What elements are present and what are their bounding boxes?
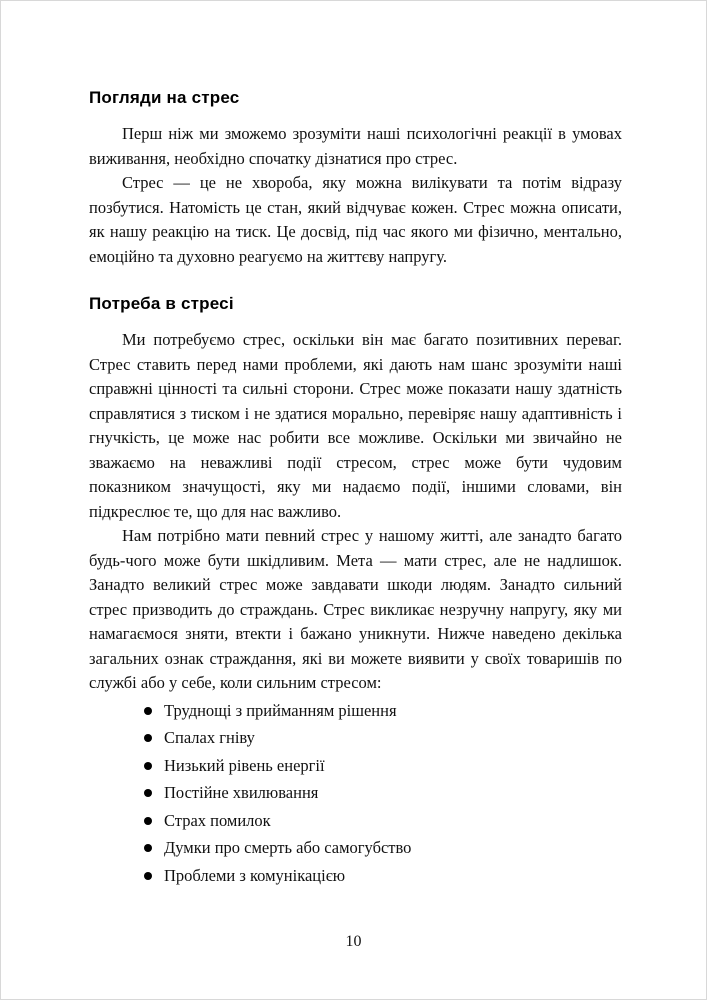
section-views-on-stress [89, 88, 622, 269]
bullet-icon [144, 762, 152, 770]
paragraph: Стрес — це не хвороба, яку можна вилікувати та потім відразу позбутися. Натомість це стан, який відчуває кожен. Стрес можна описати, як нашу реакцію на тиск. Це досвід, під час якого ми фізично, ментально, емоційно та духовно реагуємо на життєву напругу. [89, 173, 622, 266]
list-item-text: Думки про смерть або самогубство [164, 838, 412, 858]
bullet-icon [144, 734, 152, 742]
list-item [144, 699, 622, 724]
paragraph: Ми потребуємо стрес, оскільки він має багато позитивних переваг. Стрес ставить перед нами проблеми, які дають нам шанс зрозуміти наші справжні цінності та сильні сторони. Стрес може показати нашу здатність справлятися з тиском і не здатися морально, перевіряє нашу адаптивність і гнучкість, це може нас робити все можливе. Оскільки ми звичайно не зважаємо на неважливі події стресом, стрес може бути чудовим показником значущості, яку ми надаємо події, іншими словами, він підкреслює те, що для нас важливо. [89, 330, 622, 521]
list-item-text: Страх помилок [164, 810, 271, 830]
list-item [144, 809, 622, 834]
section-need-for-stress [89, 294, 622, 889]
bullet-icon [144, 817, 152, 825]
page-number: 10 [345, 933, 362, 950]
list-item-text: Низький рівень енергії [164, 755, 325, 775]
distress-signs-list [89, 699, 622, 889]
list-item [144, 754, 622, 779]
section-heading-need-for-stress: Потреба в стресі [89, 294, 234, 313]
list-item [144, 836, 622, 861]
list-item [144, 781, 622, 806]
bullet-icon [144, 844, 152, 852]
list-item [144, 864, 622, 889]
paragraph: Перш ніж ми зможемо зрозуміти наші психологічні реакції в умовах виживання, необхідно спочатку дізнатися про стрес. [89, 124, 622, 168]
bullet-icon [144, 707, 152, 715]
list-item-text: Труднощі з прийманням рішення [164, 700, 397, 720]
section-heading-views-on-stress: Погляди на стрес [89, 88, 240, 107]
list-item-text: Проблеми з комунікацією [164, 866, 346, 886]
list-item-text: Спалах гніву [164, 728, 255, 748]
bullet-icon [144, 872, 152, 880]
bullet-icon [144, 789, 152, 797]
list-item-text: Постійне хвилювання [164, 783, 319, 803]
list-item [144, 726, 622, 751]
paragraph: Нам потрібно мати певний стрес у нашому житті, але занадто багато будь-чого може бути шкідливим. Мета — мати стрес, але не надлишок. Занадто великий стрес може завдавати шкоди людям. Занадто сильний стрес призводить до страждань. Стрес викликає незручну напругу, яку ми намагаємося зняти, втекти і бажано уникнути. Нижче наведено декілька загальних ознак страждання, які ви можете виявити у своїх товаришів по службі або у себе, коли сильним стресом: [89, 526, 622, 692]
